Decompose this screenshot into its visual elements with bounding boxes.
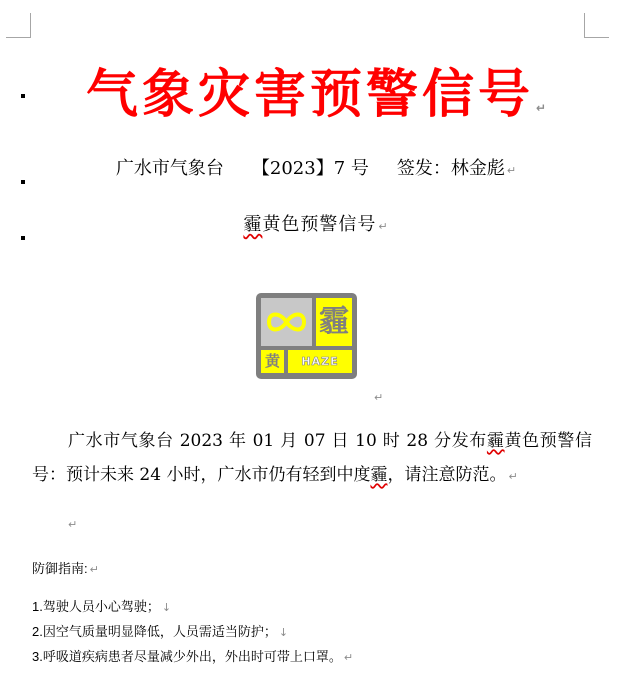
- page-corner-mark-top-right: [584, 13, 609, 38]
- issue-signer: 签发：林金彪: [396, 158, 505, 179]
- paragraph-mark-icon: ↵: [343, 651, 354, 664]
- page-corner-mark-top-left: [6, 13, 31, 38]
- paragraph-mark-icon: ↵: [378, 220, 389, 233]
- infinity-icon: [261, 298, 312, 346]
- line-break-icon: ↓: [278, 626, 289, 639]
- guide-item: 3.呼吸道疾病患者尽量减少外出，外出时可带上口罩。 ↵: [32, 649, 354, 664]
- spellcheck-word: 霾: [243, 214, 263, 235]
- paragraph-mark-icon: ↵: [508, 470, 518, 483]
- guide-item: 1.驾驶人员小心驾驶； ↓: [32, 599, 172, 614]
- signal-label-box: [288, 350, 352, 373]
- paragraph-mark-icon: ↵: [89, 563, 99, 576]
- signal-name: 霾黄色预警信号 ↵: [243, 214, 389, 235]
- document-title: 气象灾害预警信号 ↵: [85, 64, 547, 125]
- paragraph-mark-icon: ↵: [374, 391, 384, 404]
- line-break-icon: ↓: [161, 601, 172, 614]
- issuer-agency: 广水市气象台: [115, 158, 224, 179]
- issue-number: 【2023】7 号: [251, 158, 369, 179]
- issuer-line: [0, 154, 632, 186]
- signal-symbol-panel: [261, 298, 312, 346]
- signal-label: HAZE: [301, 355, 339, 368]
- spellcheck-word: 霾: [370, 465, 388, 485]
- signal-level-box: [261, 350, 284, 373]
- paragraph-mark-icon: ↵: [535, 101, 547, 115]
- haze-yellow-signal-icon: [256, 293, 357, 379]
- paragraph-mark-icon: ↵: [506, 164, 517, 177]
- signal-level: 黄: [264, 352, 280, 370]
- guide-heading: 防御指南: ↵: [32, 561, 99, 576]
- signal-char: 霾: [319, 304, 349, 339]
- warning-body-paragraph: 广水市气象台 2023 年 01 月 07 日 10 时 28 分发布霾黄色预警信号：预计未来 24 小时，广水市仍有轻到中度霾，请注意防范。 ↵: [32, 431, 592, 485]
- spellcheck-word: 霾: [486, 431, 505, 451]
- signal-char-panel: [316, 298, 352, 346]
- guide-item: 2.因空气质量明显降低，人员需适当防护； ↓: [32, 624, 289, 639]
- paragraph-mark-icon: ↵: [68, 518, 78, 531]
